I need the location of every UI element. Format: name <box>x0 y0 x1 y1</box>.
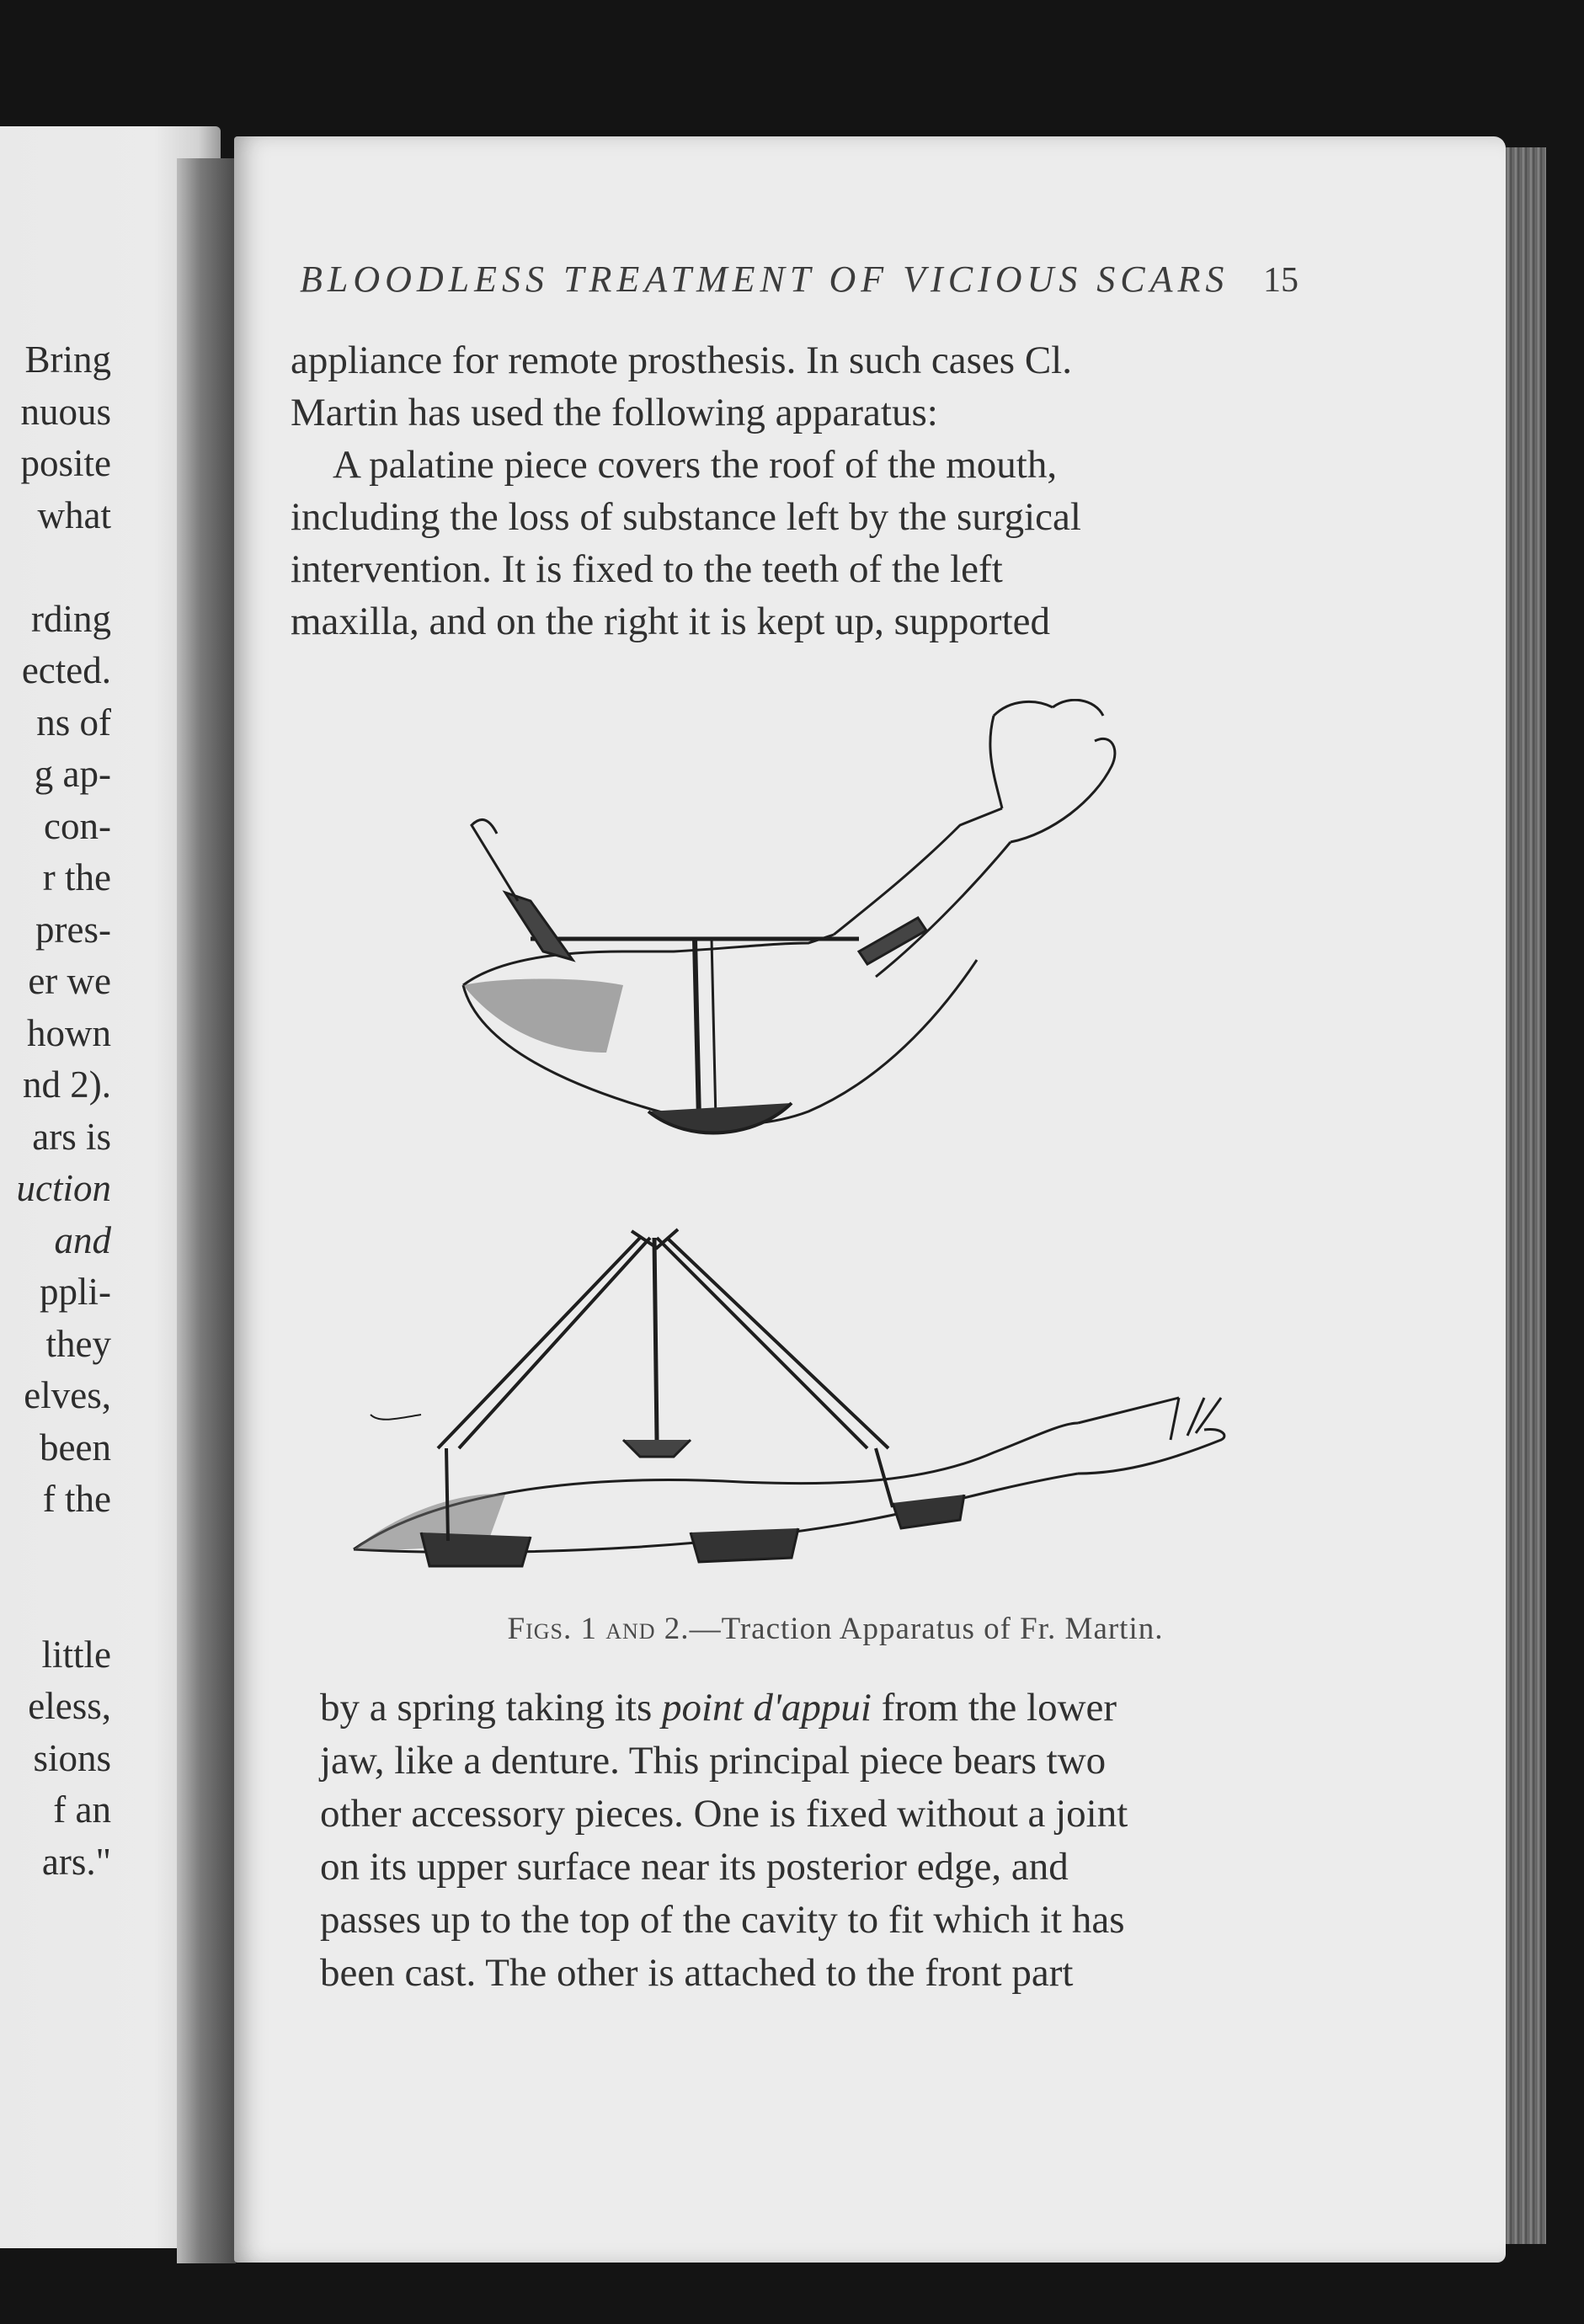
figure-1-bent-arm <box>463 700 1115 1133</box>
text-line: jaw, like a denture. This principal piece bears two <box>320 1739 1107 1783</box>
left-page-line: what <box>37 493 111 536</box>
left-page-line: uction <box>16 1167 111 1209</box>
left-page-line: little <box>41 1633 111 1676</box>
italic-phrase: point d'appui <box>662 1686 872 1730</box>
left-page-line: ected. <box>21 649 111 691</box>
traction-apparatus-figure <box>337 699 1305 1608</box>
text-line: intervention. It is fixed to the teeth of the left <box>291 547 1003 591</box>
caption-fig-label: Figs. 1 and 2. <box>507 1612 690 1646</box>
left-page-line: eless, <box>28 1685 111 1727</box>
caption-title: —Traction Apparatus of Fr. Martin. <box>689 1612 1164 1646</box>
left-page-line: Bring <box>24 338 111 381</box>
left-page-line: posite <box>20 442 111 484</box>
left-page-line: ppli- <box>40 1271 111 1313</box>
text-line-end: from the lower <box>871 1686 1117 1730</box>
left-page-line: g ap- <box>34 753 111 795</box>
figure-caption <box>397 1611 1273 1647</box>
text-line: maxilla, and on the right it is kept up, supported <box>291 600 1050 643</box>
left-page-line: and <box>54 1218 111 1261</box>
left-page-line: r the <box>42 856 111 898</box>
left-page-line: f the <box>42 1478 111 1520</box>
text-line: A palatine piece covers the roof of the mouth, <box>333 443 1058 487</box>
left-page-line: ars is <box>32 1115 111 1158</box>
text-line: including the loss of substance left by the surgical <box>291 495 1081 539</box>
text-line: on its upper surface near its posterior edge, and <box>320 1845 1069 1889</box>
running-head: BLOODLESS TREATMENT OF VICIOUS SCARS <box>300 259 1229 300</box>
left-page-line: nuous <box>20 390 111 433</box>
left-page-line: ars." <box>41 1840 111 1883</box>
figure-2-straight-arm <box>354 1229 1224 1566</box>
left-page-line: pres- <box>35 908 111 951</box>
text-line: appliance for remote prosthesis. In such cases Cl. <box>291 338 1072 382</box>
text-line: Martin has used the following apparatus: <box>291 391 938 434</box>
text-line: been cast. The other is attached to the front part <box>320 1951 1074 1995</box>
left-page-line: nd 2). <box>23 1063 111 1106</box>
left-page-line: sions <box>33 1736 111 1779</box>
text-line <box>320 1688 1117 1728</box>
text-line: passes up to the top of the cavity to fit which it has <box>320 1898 1125 1942</box>
left-page-line: er we <box>28 960 111 1002</box>
text-line-start: by a spring taking its <box>320 1686 662 1730</box>
left-page-line: hown <box>27 1011 111 1054</box>
book-gutter <box>177 158 236 2263</box>
page-number: 15 <box>1263 261 1299 300</box>
left-page-line: con- <box>44 804 111 847</box>
text-line: other accessory pieces. One is fixed without a joint <box>320 1792 1128 1836</box>
left-page-line: rding <box>31 597 111 640</box>
left-page-line: they <box>45 1322 111 1365</box>
left-page-line: f an <box>53 1788 111 1831</box>
left-page-line: elves, <box>24 1374 111 1416</box>
left-page-line: ns of <box>36 701 111 744</box>
page-edge <box>1506 147 1546 2244</box>
left-page-line: been <box>40 1426 111 1468</box>
